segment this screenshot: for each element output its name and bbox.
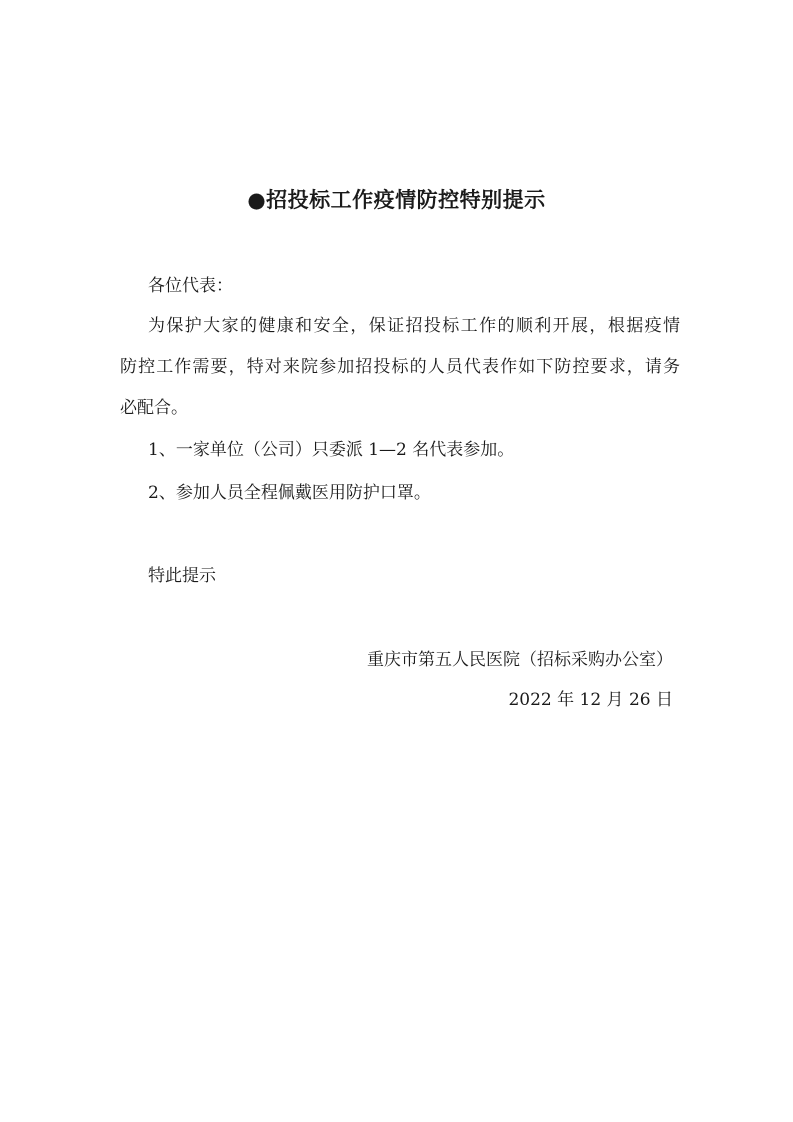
paragraph-line-2: 防控工作需要，特对来院参加招投标的人员代表作如下防控要求，请务 xyxy=(120,357,680,377)
document-title: ●招投标工作疫情防控特别提示 xyxy=(247,188,546,212)
signature-organization: 重庆市第五人民医院（招标采购办公室） xyxy=(367,650,673,670)
closing-text: 特此提示 xyxy=(148,566,216,586)
paragraph-line-3: 必配合。 xyxy=(120,398,188,418)
paragraph-line-1: 为保护大家的健康和安全，保证招投标工作的顺利开展，根据疫情 xyxy=(148,316,680,336)
signature-date: 2022 年 12 月 26 日 xyxy=(508,690,673,710)
salutation: 各位代表： xyxy=(148,276,233,296)
requirement-item-2: 2、参加人员全程佩戴医用防护口罩。 xyxy=(148,483,431,503)
requirement-item-1: 1、一家单位（公司）只委派 1—2 名代表参加。 xyxy=(148,440,515,460)
